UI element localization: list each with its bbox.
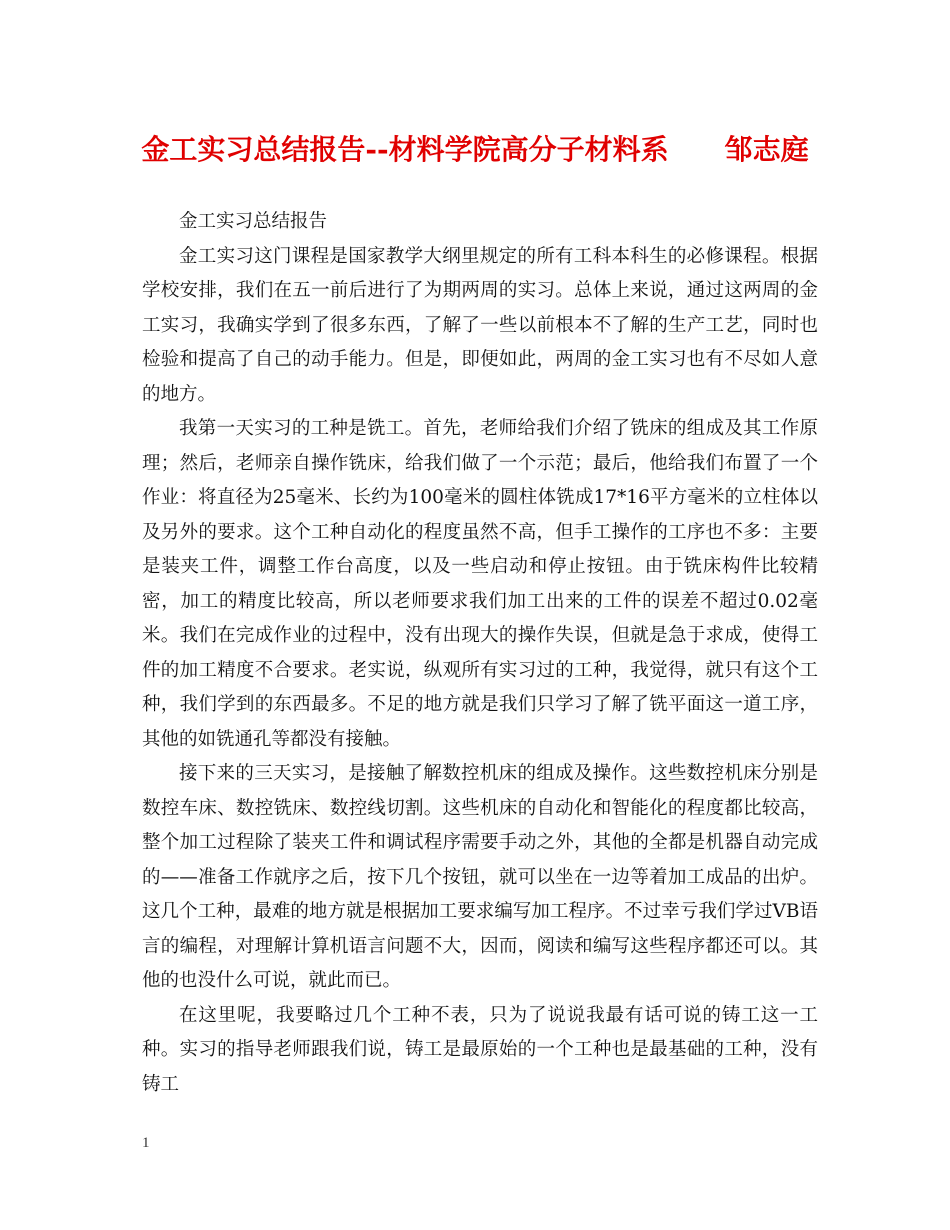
document-body: [142, 205, 818, 1102]
section-heading: 金工实习总结报告: [179, 211, 328, 232]
paragraph-cnc: 接下来的三天实习，是接触了解数控机床的组成及操作。这些数控机床分别是数控车床、数控铣床、数控线切割。这些机床的自动化和智能化的程度都比较高，整个加工过程除了装夹工件和调试程序需要手动之外，其他的全都是机器自动完成的——准备工作就序之后，按下几个按钮，就可以坐在一边等着加工成品的出炉。这几个工种，最难的地方就是根据加工要求编写加工程序。不过幸亏我们学过VB语言的编程，对理解计算机语言问题不大，因而，阅读和编写这些程序都还可以。其他的也没什么可说，就此而已。: [142, 763, 818, 991]
page-number: 1: [142, 1135, 150, 1151]
paragraph-intro: 金工实习这门课程是国家教学大纲里规定的所有工科本科生的必修课程。根据学校安排，我们在五一前后进行了为期两周的实习。总体上来说，通过这两周的金工实习，我确实学到了很多东西，了解了一些以前根本不了解的生产工艺，同时也检验和提高了自己的动手能力。但是，即便如此，两周的金工实习也有不尽如人意的地方。: [142, 245, 818, 405]
document-title: 金工实习总结报告--材料学院高分子材料系 邹志庭: [141, 133, 809, 166]
paragraph-milling: 我第一天实习的工种是铣工。首先，老师给我们介绍了铣床的组成及其工作原理；然后，老师亲自操作铣床，给我们做了一个示范；最后，他给我们布置了一个作业：将直径为25毫米、长约为100毫米的圆柱体铣成17*16平方毫米的立柱体以及另外的要求。这个工种自动化的程度虽然不高，但手工操作的工序也不多：主要是装夹工件，调整工作台高度，以及一些启动和停止按钮。由于铣床构件比较精密，加工的精度比较高，所以老师要求我们加工出来的工件的误差不超过0.02毫米。我们在完成作业的过程中，没有出现大的操作失误，但就是急于求成，使得工件的加工精度不合要求。老实说，纵观所有实习过的工种，我觉得，就只有这个工种，我们学到的东西最多。不足的地方就是我们只学习了解了铣平面这一道工序，其他的如铣通孔等都没有接触。: [142, 418, 818, 750]
paragraph-casting: 在这里呢，我要略过几个工种不表，只为了说说我最有话可说的铸工这一工种。实习的指导老师跟我们说，铸工是最原始的一个工种也是最基础的工种，没有铸工: [142, 1004, 818, 1095]
